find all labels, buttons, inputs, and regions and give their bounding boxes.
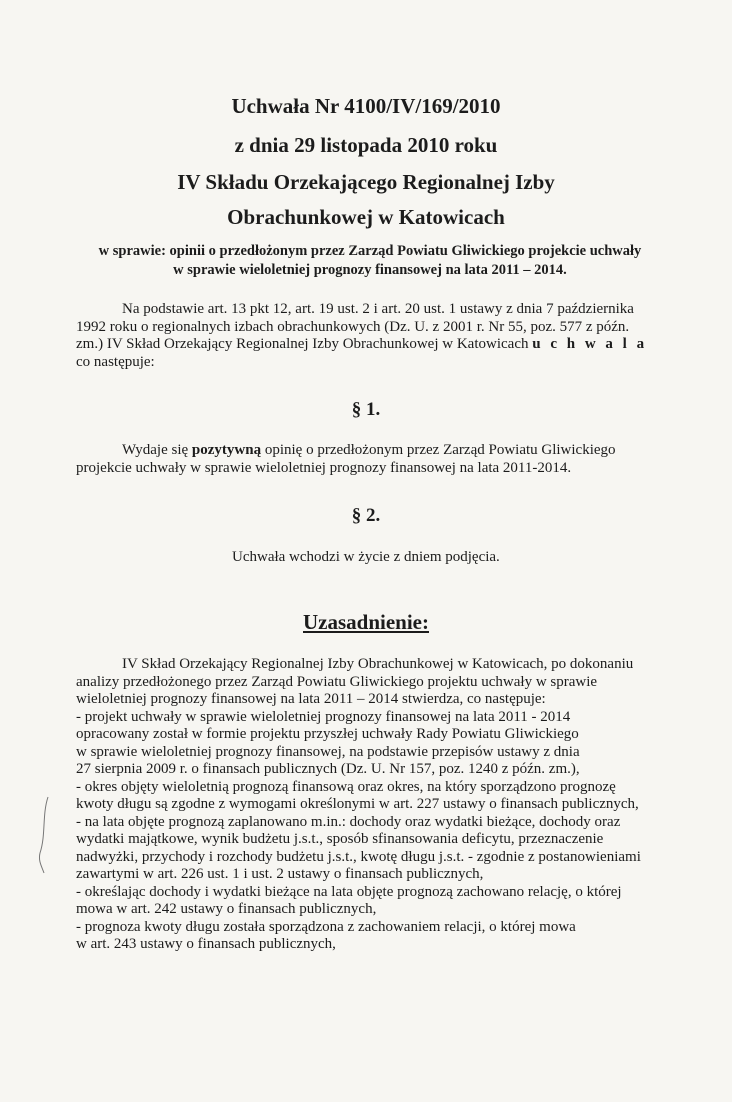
justification-line: w art. 243 ustawy o finansach publicznych, [76,936,336,952]
justification-line: - określając dochody i wydatki bieżące na lata objęte prognozą zachowano relację, o której [76,883,622,900]
justification-line: nadwyżki, przychody i rozchody budżetu j.s.t., kwotę długu j.s.t. - zgodnie z postanowieniami [76,848,641,865]
section-2-text: Uchwała wchodzi w życie z dniem podjęcia. [232,549,500,565]
preamble-text: zm.) IV Skład Orzekający Regionalnej Izby Obrachunkowej w Katowicach [76,336,529,352]
justification-line: - projekt uchwały w sprawie wieloletniej prognozy finansowej na lata 2011 - 2014 [76,708,571,725]
justification-line: wydatki majątkowe, wynik budżetu j.s.t., sposób sfinansowania deficytu, przeznaczenie [76,831,604,847]
section-1-heading: § 1. [351,399,381,420]
preamble-line: Na podstawie art. 13 pkt 12, art. 19 ust. 2 i art. 20 ust. 1 ustawy z dnia 7 października [122,301,634,317]
justification-line: - okres objęty wieloletnią prognozą finansową oraz okres, na który sporządzono prognozę [76,778,616,795]
justification-body [76,656,688,954]
resolution-subject [40,242,700,280]
margin-pen-mark [34,795,54,875]
justification-line: wieloletniej prognozy finansowej na lata 2011 – 2014 stwierdza, co następuje: [76,691,546,707]
resolves-keyword: u c h w a l a [532,336,648,352]
section-2-heading: § 2. [351,505,381,526]
justification-line: analizy przedłożonego przez Zarząd Powiatu Gliwickiego projektu uchwały w sprawie [76,673,598,690]
justification-line: - na lata objęte prognozą zaplanowano m.in.: dochody oraz wydatki bieżące, dochody oraz [76,813,621,830]
preamble-line: co następuje: [76,353,155,370]
preamble-line [76,336,688,354]
section-1-line: projekcie uchwały w sprawie wieloletniej prognozy finansowej na lata 2011-2014. [76,459,572,476]
justification-line: - prognoza kwoty długu została sporządzona z zachowaniem relacji, o której mowa [76,918,576,935]
justification-line: w sprawie wieloletniej prognozy finansowej, na podstawie przepisów ustawy z dnia [76,743,580,760]
issuing-body-line2: Obrachunkowej w Katowicach [227,205,505,229]
section-1-text-start: Wydaje się [122,442,192,458]
opinion-verdict: pozytywną [191,442,262,458]
section-1-text-end: opinię o przedłożonym przez Zarząd Powiatu Gliwickiego [261,442,616,458]
subject-line: w sprawie: opinii o przedłożonym przez Zarząd Powiatu Gliwickiego projekcie uchwały [98,243,642,259]
section-1-text [76,442,688,477]
justification-line: mowa w art. 242 ustawy o finansach publicznych, [76,901,377,917]
justification-heading: Uzasadnienie: [303,610,429,634]
resolution-date: z dnia 29 listopada 2010 roku [234,133,498,157]
justification-line: kwoty długu są zgodne z wymogami określonymi w art. 227 ustawy o finansach publicznych, [76,796,639,812]
preamble [76,301,688,371]
justification-line: zawartymi w art. 226 ust. 1 i ust. 2 ustawy o finansach publicznych, [76,866,484,882]
section-1-line [76,442,688,460]
preamble-line: 1992 roku o regionalnych izbach obrachunkowych (Dz. U. z 2001 r. Nr 55, poz. 577 z późn. [76,318,630,335]
justification-line: 27 sierpnia 2009 r. o finansach publicznych (Dz. U. Nr 157, poz. 1240 z późn. zm.), [76,761,580,777]
subject-line: w sprawie wieloletniej prognozy finansowej na lata 2011 – 2014. [173,262,567,278]
justification-line: opracowany został w formie projektu przyszłej uchwały Rady Powiatu Gliwickiego [76,726,579,742]
justification-line: IV Skład Orzekający Regionalnej Izby Obrachunkowej w Katowicach, po dokonaniu [122,656,634,672]
resolution-number: Uchwała Nr 4100/IV/169/2010 [231,94,501,118]
issuing-body-line1: IV Składu Orzekającego Regionalnej Izby [177,170,555,194]
